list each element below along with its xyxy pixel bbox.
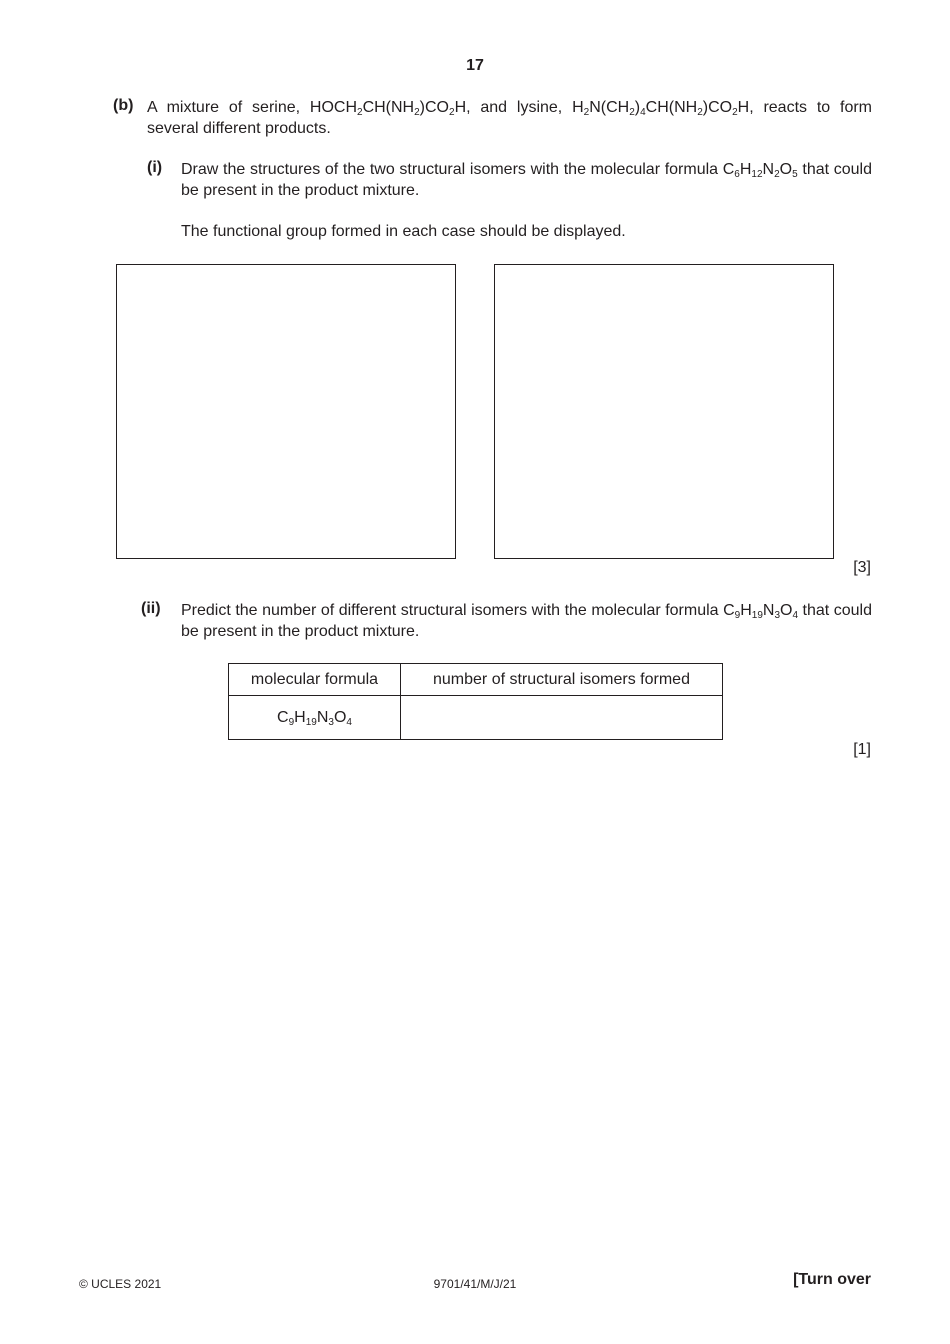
part-ii-label: (ii) bbox=[141, 600, 161, 617]
isomer-table bbox=[228, 663, 723, 740]
footer-copyright: © UCLES 2021 bbox=[79, 1277, 162, 1291]
answer-cell-number-of-isomers[interactable] bbox=[401, 696, 723, 740]
table-header-row bbox=[229, 664, 723, 696]
page-number: 17 bbox=[466, 57, 484, 74]
footer-turn-over: [Turn over bbox=[793, 1271, 871, 1288]
answer-box-isomer-2[interactable] bbox=[494, 264, 834, 559]
formula-cell: $C_9H_{19}N_3O_4$ bbox=[229, 696, 401, 740]
marks-part-ii: [1] bbox=[853, 741, 871, 758]
part-i-note: The functional group formed in each case should be displayed. bbox=[181, 223, 626, 240]
footer-paper-code: 9701/41/M/J/21 bbox=[433, 1277, 517, 1291]
answer-box-isomer-1[interactable] bbox=[116, 264, 456, 559]
part-i-text: Draw the structures of the two structural isomers with the molecular formula $C_6H_{12}N_2O_5$ that could be present in the product mixture. bbox=[181, 161, 872, 199]
part-ii-text: Predict the number of different structural isomers with the molecular formula $C_9H_{19}N_3O_4$ that could be present in the product mixture. bbox=[181, 602, 873, 640]
header-molecular-formula: molecular formula bbox=[229, 664, 401, 696]
part-i-label: (i) bbox=[147, 159, 163, 176]
part-b-label: (b) bbox=[113, 97, 134, 114]
header-number-of-isomers: number of structural isomers formed bbox=[401, 664, 723, 696]
part-b-text: A mixture of serine, $HOCH_2CH(NH_2)CO_2H$, and lysine, $H_2N(CH_2)_4CH(NH_2)CO_2H$, reacts to form several different products. bbox=[147, 99, 873, 137]
table-row bbox=[229, 696, 723, 740]
marks-part-i: [3] bbox=[853, 559, 871, 576]
